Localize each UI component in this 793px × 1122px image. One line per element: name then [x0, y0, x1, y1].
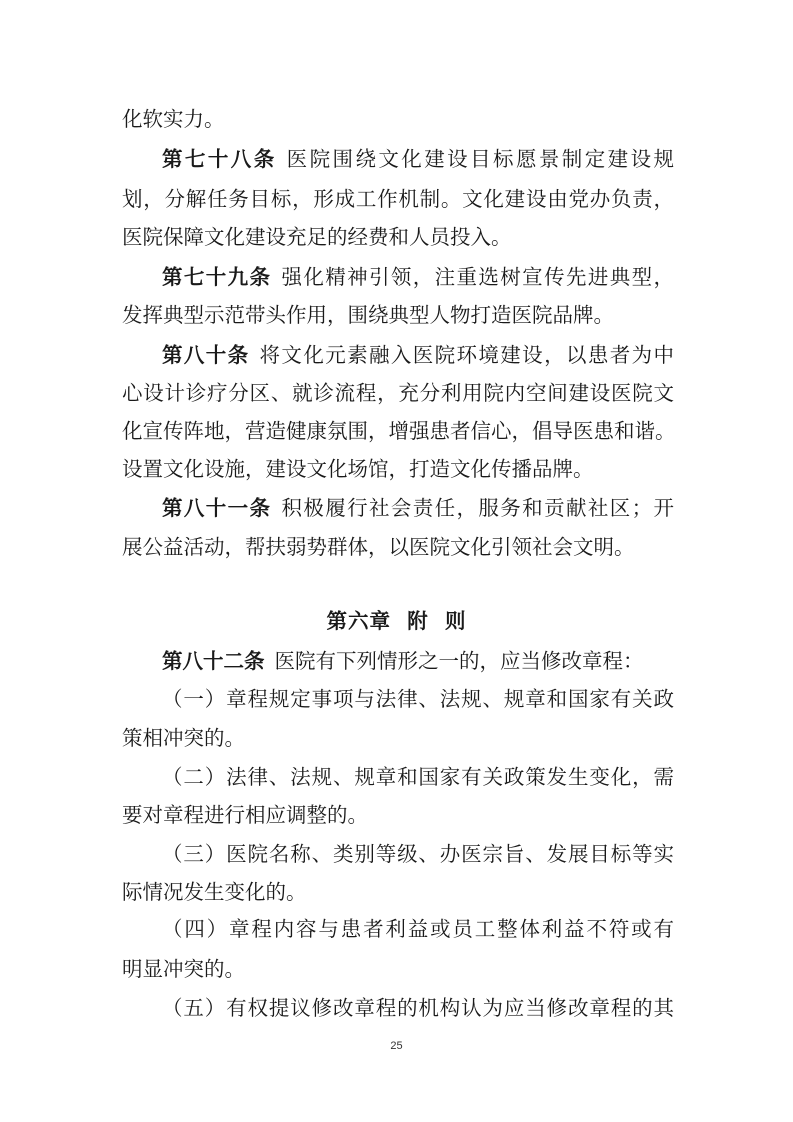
paragraph-line: 医院保障文化建设充足的经费和人员投入。 [122, 225, 512, 249]
article-text: 将文化元素融入医院环境建设，以患者为中 [259, 343, 675, 367]
list-item-4: （四）章程内容与患者利益或员工整体利益不符或有 [162, 917, 674, 941]
paragraph-line: 化宣传阵地，营造健康氛围，增强患者信心，倡导医患和谐。 [122, 419, 676, 443]
paragraph-line: 要对章程进行相应调整的。 [122, 803, 368, 827]
article-number: 第七十九条 [162, 265, 272, 289]
article-text: 强化精神引领，注重选树宣传先进典型， [281, 265, 675, 289]
list-item-3: （三）医院名称、类别等级、办医宗旨、发展目标等实 [162, 842, 674, 866]
paragraph-line: 展公益活动，帮扶弱势群体，以医院文化引领社会文明。 [122, 535, 635, 559]
page-number: 25 [390, 1040, 403, 1052]
article-text: 积极履行社会责任，服务和贡献社区；开 [281, 496, 675, 520]
article-number: 第八十二条 [162, 649, 265, 673]
article-text: 医院有下列情形之一的，应当修改章程： [274, 649, 644, 673]
paragraph-line: 发挥典型示范带头作用，围绕典型人物打造医院品牌。 [122, 303, 614, 327]
paragraph-line: 化软实力。 [122, 107, 225, 131]
list-item-2: （二）法律、法规、规章和国家有关政策发生变化，需 [162, 765, 674, 789]
paragraph-line: 明显冲突的。 [122, 957, 245, 981]
paragraph-line: 际情况发生变化的。 [122, 880, 307, 904]
article-number: 第八十一条 [162, 496, 272, 520]
paragraph-line: 划，分解任务目标，形成工作机制。文化建设由党办负责， [122, 187, 674, 211]
article-79-first-line [162, 262, 674, 292]
paragraph-line: 设置文化设施，建设文化场馆，打造文化传播品牌。 [122, 457, 594, 481]
article-text: 医院围绕文化建设目标愿景制定建设规 [286, 147, 675, 171]
article-82-first-line [162, 646, 674, 676]
chapter-heading: 第六章 附 则 [326, 609, 467, 633]
list-item-1: （一）章程规定事项与法律、法规、规章和国家有关政 [162, 687, 674, 711]
article-81-first-line [162, 493, 674, 523]
list-item-5: （五）有权提议修改章程的机构认为应当修改章程的其 [162, 996, 674, 1020]
article-80-first-line [162, 340, 674, 370]
article-number: 第七十八条 [162, 147, 277, 171]
article-number: 第八十条 [162, 343, 250, 367]
article-78-first-line [162, 144, 674, 174]
paragraph-line: 心设计诊疗分区、就诊流程，充分利用院内空间建设医院文 [122, 381, 674, 405]
paragraph-line: 策相冲突的。 [122, 726, 245, 750]
